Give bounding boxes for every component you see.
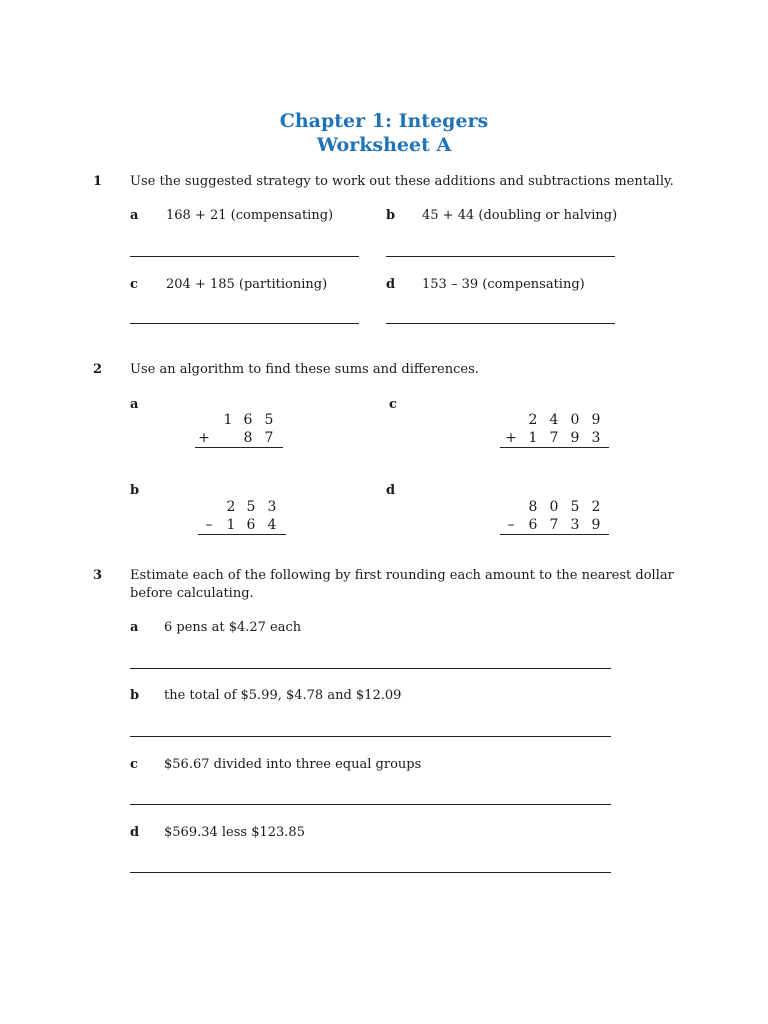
question-3-prompt-line-1: Estimate each of the following by first rounding each amount to the nearest dollar	[130, 568, 674, 583]
question-2-number: 2	[93, 362, 103, 377]
q2d-bottom-digit: 9	[591, 517, 601, 533]
q2d-rule	[500, 534, 609, 535]
question-3-prompt-line-2: before calculating.	[130, 586, 254, 601]
q3-part-a-text: 6 pens at $4.27 each	[164, 620, 302, 635]
q2d-bottom-digit: 7	[549, 517, 559, 533]
q2d-bottom-digit: 3	[570, 517, 580, 533]
q2c-bottom-digit: 7	[549, 430, 559, 446]
q3-part-b-text: the total of $5.99, $4.78 and $12.09	[164, 688, 402, 703]
q1-part-b-answer-line[interactable]	[386, 256, 615, 257]
q3-part-a-label: a	[130, 620, 139, 635]
q2c-bottom-digit: 3	[591, 430, 601, 446]
q1-part-d-answer-line[interactable]	[386, 323, 615, 324]
q2b-top-digit: 2	[226, 499, 236, 515]
q1-part-d-text: 153 – 39 (compensating)	[422, 277, 585, 292]
q2c-top-digit: 2	[528, 412, 538, 428]
q2b-bottom-digit: 4	[267, 517, 277, 533]
q1-part-c-answer-line[interactable]	[130, 323, 359, 324]
q2b-rule	[198, 534, 286, 535]
q2-part-a-label: a	[130, 397, 139, 412]
q1-part-c-label: c	[130, 277, 138, 292]
q2d-top-digit: 8	[528, 499, 538, 515]
q3-part-b-label: b	[130, 688, 140, 703]
q1-part-a-text: 168 + 21 (compensating)	[166, 208, 334, 223]
page-title: Chapter 1: Integers	[279, 110, 489, 132]
q2b-top-digit: 3	[267, 499, 277, 515]
q2d-top-digit: 2	[591, 499, 601, 515]
q1-part-d-label: d	[386, 277, 396, 292]
q2-part-c-label: c	[389, 397, 397, 412]
q2d-top-digit: 5	[570, 499, 580, 515]
q3-part-d-answer-line[interactable]	[130, 872, 611, 873]
q1-part-b-label: b	[386, 208, 396, 223]
q3-part-d-label: d	[130, 825, 140, 840]
q3-part-c-label: c	[130, 757, 138, 772]
q1-part-a-answer-line[interactable]	[130, 256, 359, 257]
q2-part-d-label: d	[386, 483, 396, 498]
q2a-bottom-digit: 7	[264, 430, 274, 446]
question-1-prompt: Use the suggested strategy to work out these additions and subtractions mentally.	[130, 174, 674, 189]
q1-part-b-text: 45 + 44 (doubling or halving)	[422, 208, 618, 223]
q2d-operator: –	[507, 517, 515, 533]
q2c-top-digit: 0	[570, 412, 580, 428]
q1-part-a-label: a	[130, 208, 139, 223]
q3-part-a-answer-line[interactable]	[130, 668, 611, 669]
question-1-number: 1	[93, 174, 103, 189]
question-3-number: 3	[93, 568, 103, 583]
q2b-bottom-digit: 6	[246, 517, 256, 533]
q1-part-c-text: 204 + 185 (partitioning)	[166, 277, 328, 292]
q2a-operator: +	[198, 430, 210, 446]
q2a-bottom-digit: 8	[243, 430, 253, 446]
q2a-top-digit: 1	[223, 412, 233, 428]
q2c-top-digit: 9	[591, 412, 601, 428]
q2a-rule	[195, 447, 283, 448]
q2c-operator: +	[505, 430, 517, 446]
q2a-top-digit: 5	[264, 412, 274, 428]
q2d-top-digit: 0	[549, 499, 559, 515]
q2a-top-digit: 6	[243, 412, 253, 428]
q3-part-b-answer-line[interactable]	[130, 736, 611, 737]
q2b-bottom-digit: 1	[226, 517, 236, 533]
q2b-top-digit: 5	[246, 499, 256, 515]
q2-part-b-label: b	[130, 483, 140, 498]
page-subtitle: Worksheet A	[316, 134, 452, 156]
q3-part-c-answer-line[interactable]	[130, 804, 611, 805]
q2c-bottom-digit: 9	[570, 430, 580, 446]
q2c-top-digit: 4	[549, 412, 559, 428]
q2b-operator: –	[205, 517, 213, 533]
q2c-rule	[500, 447, 609, 448]
q3-part-c-text: $56.67 divided into three equal groups	[164, 757, 422, 772]
question-2-prompt: Use an algorithm to find these sums and differences.	[130, 362, 479, 377]
q2d-bottom-digit: 6	[528, 517, 538, 533]
q2c-bottom-digit: 1	[528, 430, 538, 446]
q3-part-d-text: $569.34 less $123.85	[164, 825, 305, 840]
